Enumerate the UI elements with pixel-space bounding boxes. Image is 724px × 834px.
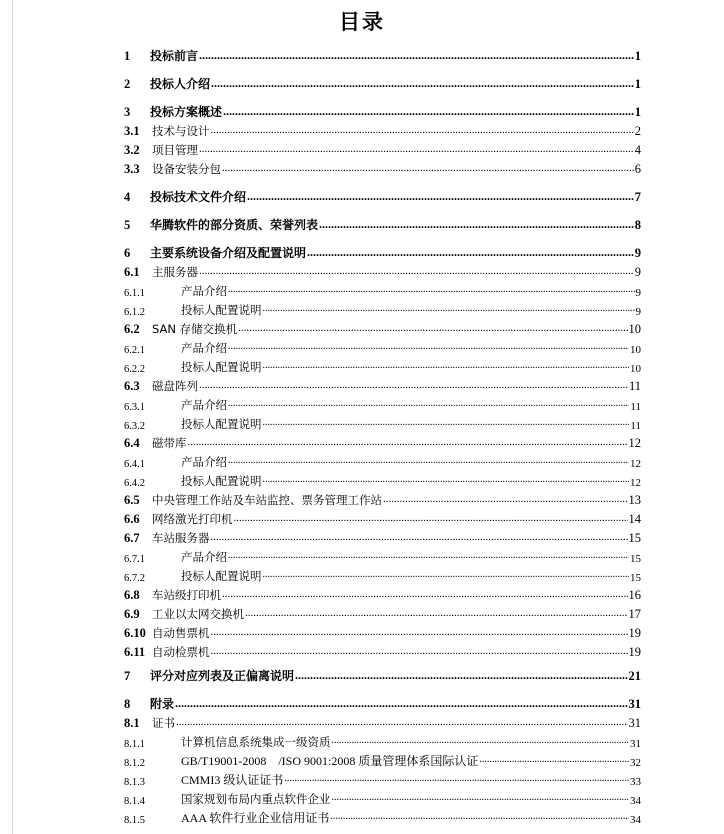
toc-entry-page: 15 (630, 553, 641, 565)
toc-entry-number: 8.1.3 (124, 777, 145, 788)
toc-entry-label: 网络激光打印机 (152, 512, 233, 526)
toc-entry-page: 10 (630, 363, 641, 375)
toc-entry-label: 国家规划布局内重点软件企业 (181, 792, 331, 806)
toc-entry-label: 投标人介绍 (150, 77, 211, 91)
toc-entry-number: 2 (124, 77, 131, 91)
toc-entry[interactable] (124, 262, 641, 280)
toc-entry[interactable] (124, 215, 641, 233)
toc-entry[interactable] (124, 789, 641, 807)
toc-entry-number: 1 (124, 49, 131, 63)
toc-entry-label: 产品介绍 (181, 284, 227, 298)
dot-leader (211, 645, 628, 657)
toc-entry-number: 8.1 (124, 716, 140, 730)
toc-entry[interactable] (124, 338, 641, 356)
toc-entry[interactable] (124, 243, 641, 261)
dot-leader (284, 773, 629, 785)
toc-entry-label: 主要系统设备介绍及配置说明 (150, 246, 307, 260)
toc-entry-page: 21 (628, 669, 641, 683)
dot-leader (228, 455, 629, 467)
toc-entry-number: 6.4.1 (124, 459, 145, 470)
toc-entry[interactable] (124, 585, 641, 603)
toc-entry-page: 15 (628, 531, 641, 545)
dot-leader (263, 417, 630, 429)
toc-entry-label: 产品介绍 (181, 455, 227, 469)
toc-entry[interactable] (124, 433, 641, 451)
dot-leader (228, 550, 629, 562)
toc-entry[interactable] (124, 694, 641, 712)
toc-entry-number: 4 (124, 190, 131, 204)
toc-entry-label: 设备安装分包 (152, 162, 221, 176)
toc-entry-label: 主服务器 (152, 265, 198, 279)
toc-entry-page: 2 (634, 124, 641, 138)
toc-entry-page: 7 (634, 190, 641, 204)
toc-entry-page: 9 (635, 287, 641, 299)
toc-entry-page: 4 (634, 143, 641, 157)
toc-entry[interactable] (124, 395, 641, 413)
toc-entry[interactable] (124, 159, 641, 177)
table-of-contents (124, 0, 641, 834)
toc-entry-label: CMMI3 级认证证书 (181, 773, 284, 787)
toc-entry-page: 6 (634, 162, 641, 176)
toc-entry-page: 14 (628, 512, 641, 526)
toc-entry-page: 11 (630, 401, 641, 413)
toc-entry-number: 6.9 (124, 607, 140, 621)
dot-leader (263, 569, 630, 581)
page-left-border (12, 0, 13, 834)
dot-leader (263, 474, 630, 486)
dot-leader (332, 735, 630, 747)
toc-entry[interactable] (124, 471, 641, 489)
toc-entry-number: 6.6 (124, 512, 140, 526)
toc-entry-page: 9 (635, 306, 641, 318)
toc-entry-page: 19 (628, 645, 641, 659)
toc-entry[interactable] (124, 281, 641, 299)
toc-entry-label: 投标人配置说明 (181, 303, 262, 317)
dot-leader (228, 284, 635, 296)
toc-entry-label: 附录 (150, 697, 175, 711)
toc-entry-label: 投标方案概述 (150, 105, 223, 119)
dot-leader (199, 143, 634, 155)
toc-entry-label: 车站服务器 (152, 531, 210, 545)
toc-entry-page: 10 (628, 322, 641, 336)
toc-entry-label: 技术与设计 (152, 124, 210, 138)
toc-entry-label: 磁带库 (152, 436, 187, 450)
toc-entry-page: 9 (634, 246, 641, 260)
toc-entry-page: 34 (630, 814, 641, 826)
toc-entry[interactable] (124, 357, 641, 375)
toc-entry-page: 31 (628, 697, 641, 711)
dot-leader (263, 303, 635, 315)
toc-entry-number: 6.11 (124, 645, 146, 659)
toc-entry-label: GB/T19001-2008 /ISO 9001:2008 质量管理体系国际认证 (181, 754, 479, 768)
toc-entry-number: 6.5 (124, 493, 140, 507)
toc-entry[interactable] (124, 604, 641, 622)
toc-entry[interactable] (124, 102, 641, 120)
toc-entry[interactable] (124, 666, 641, 684)
dot-leader (228, 398, 629, 410)
toc-entry-number: 6.3 (124, 379, 140, 393)
toc-entry-number: 6.3.1 (124, 402, 145, 413)
toc-entry-label: 中央管理工作站及车站监控、票务管理工作站 (152, 493, 382, 507)
dot-leader (223, 105, 634, 117)
toc-entry-label: 车站级打印机 (152, 588, 221, 602)
toc-entry[interactable] (124, 490, 641, 508)
toc-entry-number: 3 (124, 105, 131, 119)
toc-entry[interactable] (124, 319, 641, 337)
toc-entry-label: 产品介绍 (181, 550, 227, 564)
toc-entry[interactable] (124, 187, 641, 205)
toc-entry[interactable] (124, 642, 641, 660)
toc-entry[interactable] (124, 770, 641, 788)
dot-leader (188, 436, 628, 448)
toc-entry-label: AAA 软件行业企业信用证书 (181, 811, 330, 825)
toc-entry-page: 9 (634, 265, 641, 279)
toc-entry-page: 1 (634, 49, 641, 63)
dot-leader (247, 190, 634, 202)
toc-entry-label: 华腾软件的部分资质、荣誉列表 (150, 218, 319, 232)
dot-leader (234, 512, 628, 524)
toc-entry-number: 6.2 (124, 322, 140, 336)
toc-entry-number: 6.1.2 (124, 307, 145, 318)
toc-entry-number: 6.10 (124, 626, 146, 640)
toc-entry[interactable] (124, 74, 641, 92)
toc-entry-number: 6.3.2 (124, 421, 145, 432)
toc-entry-label: 项目管理 (152, 143, 198, 157)
page-title: 目录 (339, 10, 385, 34)
toc-entry-number: 3.1 (124, 124, 140, 138)
dot-leader (199, 265, 634, 277)
toc-entry-label: 投标人配置说明 (181, 417, 262, 431)
dot-leader (176, 716, 628, 728)
dot-leader (175, 697, 627, 709)
toc-entry-page: 12 (628, 436, 641, 450)
dot-leader (228, 341, 629, 353)
toc-entry-label: 投标前言 (150, 49, 199, 63)
toc-entry[interactable] (124, 732, 641, 750)
dot-leader (222, 162, 634, 174)
toc-entry-page: 1 (634, 77, 641, 91)
dot-leader (383, 493, 628, 505)
toc-entry-page: 11 (630, 420, 641, 432)
toc-entry-number: 8 (124, 697, 131, 711)
toc-entry-page: 33 (630, 776, 641, 788)
toc-entry-label: 计算机信息系统集成一级资质 (181, 735, 331, 749)
toc-entry-number: 7 (124, 669, 131, 683)
dot-leader (330, 811, 629, 823)
toc-entry-number: 8.1.5 (124, 815, 145, 826)
toc-entry-label: 投标人配置说明 (181, 474, 262, 488)
toc-entry[interactable] (124, 751, 641, 769)
dot-leader (319, 218, 634, 230)
toc-entry-page: 11 (628, 379, 641, 393)
toc-entry-page: 10 (630, 344, 641, 356)
toc-entry[interactable] (124, 300, 641, 318)
dot-leader (263, 360, 630, 372)
toc-entry[interactable] (124, 713, 641, 731)
toc-entry-page: 16 (628, 588, 641, 602)
toc-entry[interactable] (124, 140, 641, 158)
toc-entry-page: 15 (630, 572, 641, 584)
dot-leader (199, 379, 628, 391)
toc-entry-page: 12 (630, 477, 641, 489)
dot-leader (222, 588, 628, 600)
toc-entry-page: 32 (630, 757, 641, 769)
toc-entry-number: 6.1.1 (124, 288, 145, 299)
toc-entry-label: 自动售票机 (152, 626, 210, 640)
toc-entry-number: 6.8 (124, 588, 140, 602)
toc-entry-number: 5 (124, 218, 131, 232)
toc-entry-label: 产品介绍 (181, 398, 227, 412)
toc-entry-page: 19 (628, 626, 641, 640)
toc-entry-label: 评分对应列表及正偏离说明 (150, 669, 295, 683)
dot-leader (211, 124, 634, 136)
toc-entry-page: 34 (630, 795, 641, 807)
toc-entry-page: 8 (634, 218, 641, 232)
toc-entry-label: SAN 存储交换机 (152, 322, 238, 336)
dot-leader (211, 531, 628, 543)
toc-entry-number: 6.7 (124, 531, 140, 545)
toc-entry-label: 投标人配置说明 (181, 569, 262, 583)
toc-entry-number: 8.1.2 (124, 758, 145, 769)
toc-entry-number: 3.3 (124, 162, 140, 176)
toc-entry-page: 1 (634, 105, 641, 119)
toc-entry-label: 投标技术文件介绍 (150, 190, 247, 204)
toc-entry-number: 6.2.2 (124, 364, 145, 375)
toc-entry[interactable] (124, 376, 641, 394)
toc-entry[interactable] (124, 566, 641, 584)
toc-entry-label: 磁盘阵列 (152, 379, 198, 393)
dot-leader (295, 669, 627, 681)
toc-entry[interactable] (124, 509, 641, 527)
toc-entry-page: 31 (630, 738, 641, 750)
toc-entry[interactable] (124, 452, 641, 470)
toc-entry-label: 投标人配置说明 (181, 360, 262, 374)
toc-entry-page: 13 (628, 493, 641, 507)
dot-leader (238, 322, 627, 334)
toc-entry[interactable] (124, 808, 641, 826)
toc-entry-number: 6.7.1 (124, 554, 145, 565)
toc-entry-page: 31 (628, 716, 641, 730)
dot-leader (199, 49, 634, 61)
dot-leader (307, 246, 634, 258)
toc-entry-number: 6.7.2 (124, 573, 145, 584)
dot-leader (245, 607, 628, 619)
toc-entry[interactable] (124, 46, 641, 64)
dot-leader (479, 754, 629, 766)
toc-entry-label: 自动检票机 (152, 645, 210, 659)
toc-entry-number: 6.4.2 (124, 478, 145, 489)
toc-entry-number: 6 (124, 246, 131, 260)
toc-entry-page: 12 (630, 458, 641, 470)
toc-entry-page: 17 (628, 607, 641, 621)
toc-entry-number: 6.1 (124, 265, 140, 279)
toc-entry-number: 6.2.1 (124, 345, 145, 356)
toc-entry-number: 3.2 (124, 143, 140, 157)
toc-entry-number: 6.4 (124, 436, 140, 450)
toc-entry[interactable] (124, 547, 641, 565)
toc-entry-label: 证书 (152, 716, 175, 730)
toc-entry-number: 8.1.1 (124, 739, 145, 750)
dot-leader (211, 77, 634, 89)
dot-leader (332, 792, 630, 804)
toc-entry[interactable] (124, 528, 641, 546)
toc-entry[interactable] (124, 414, 641, 432)
toc-entry-label: 工业以太网交换机 (152, 607, 244, 621)
toc-entry-label: 产品介绍 (181, 341, 227, 355)
toc-entry-number: 8.1.4 (124, 796, 145, 807)
dot-leader (211, 626, 628, 638)
toc-entry[interactable] (124, 121, 641, 139)
toc-entry[interactable] (124, 623, 641, 641)
